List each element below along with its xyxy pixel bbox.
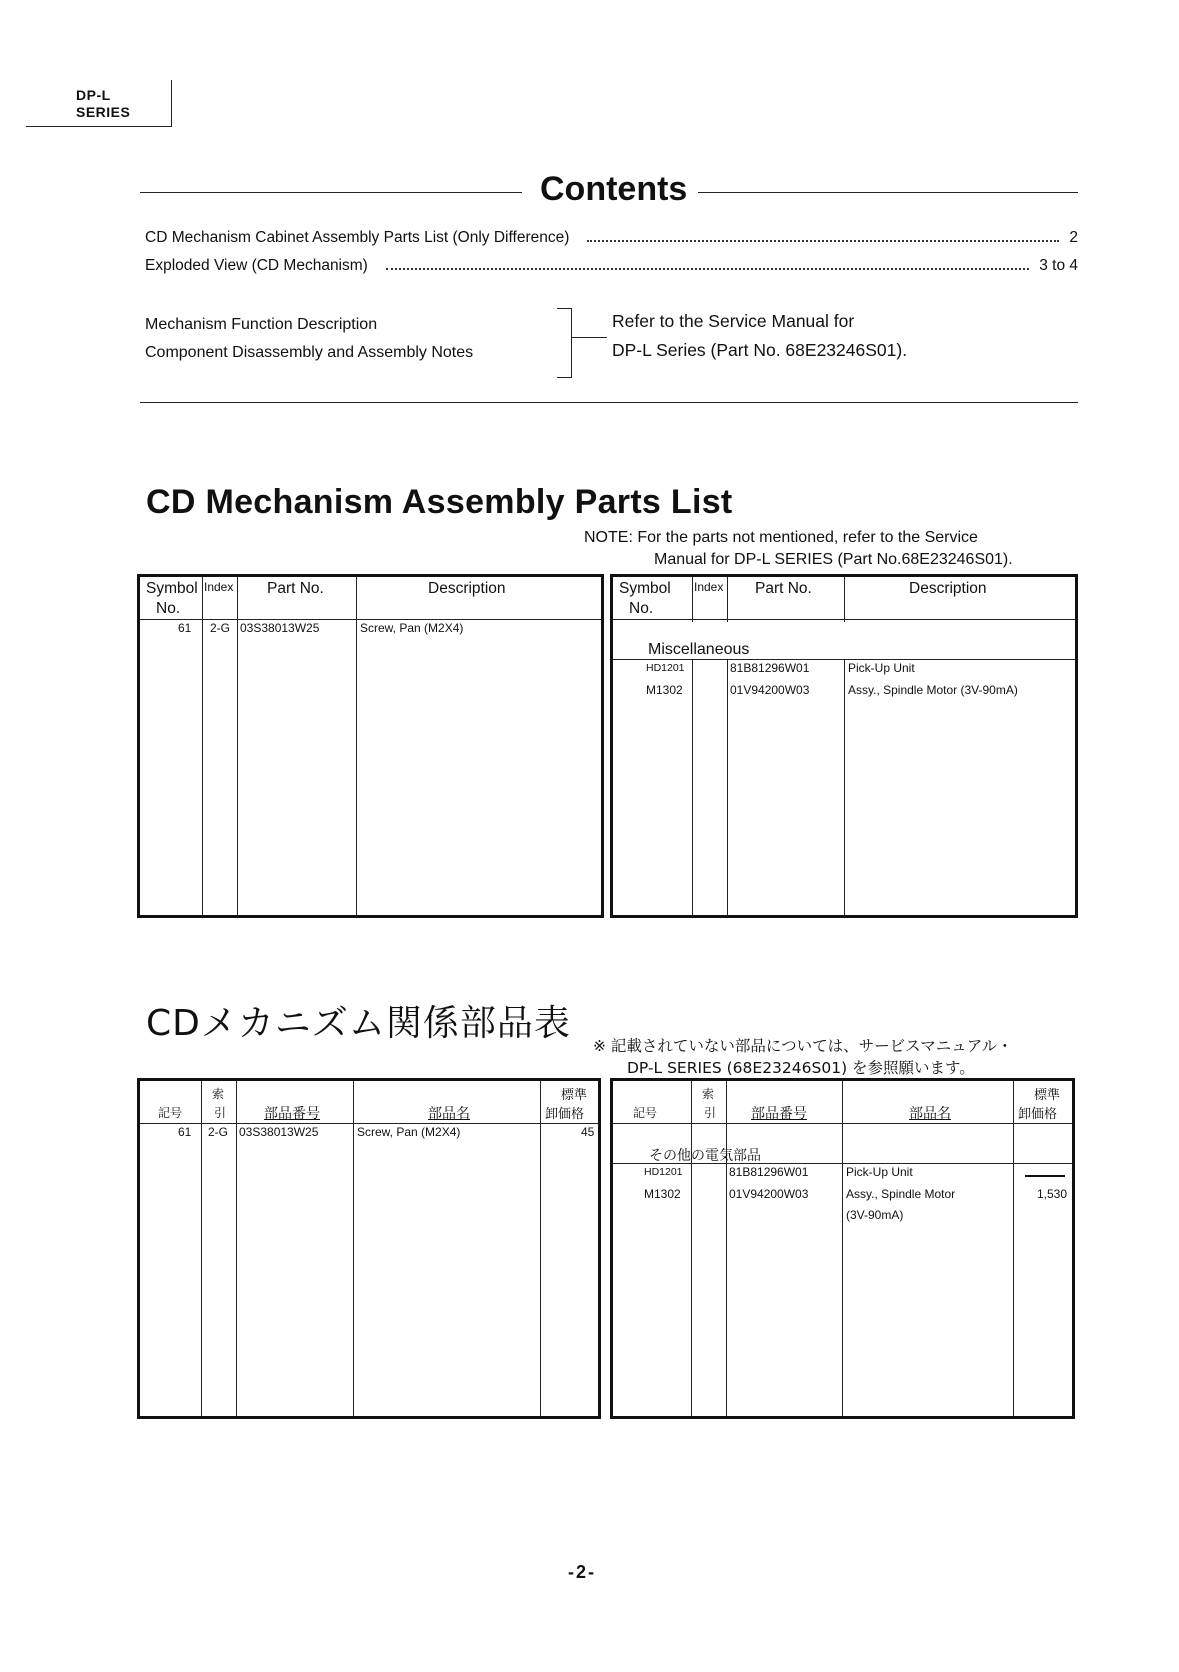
cell-price: 45 xyxy=(581,1125,595,1139)
header-symbol: 記号 xyxy=(633,1106,658,1120)
cell-symbol: M1302 xyxy=(644,1187,681,1201)
cell-part-no: 03S38013W25 xyxy=(239,1125,319,1139)
col-divider xyxy=(540,1081,541,1416)
cell-description: Screw, Pan (M2X4) xyxy=(360,621,464,635)
col-divider xyxy=(356,577,357,915)
contents-title: Contents xyxy=(540,170,688,208)
col-divider xyxy=(353,1081,354,1416)
col-divider xyxy=(1013,1081,1014,1416)
cell-description: Screw, Pan (M2X4) xyxy=(357,1125,461,1139)
jp-parts-list-title: CDメカニズム関係部品表 xyxy=(146,1003,571,1044)
header-description: 部品名 xyxy=(909,1106,951,1122)
header-part-no: 部品番号 xyxy=(751,1106,807,1122)
contents-bottom-rule xyxy=(140,402,1078,403)
cell-index: 2-G xyxy=(208,1125,229,1139)
col-divider xyxy=(201,1081,202,1416)
cell-part-no: 01V94200W03 xyxy=(730,683,810,697)
cell-symbol: HD1201 xyxy=(644,1166,683,1178)
header-index-top: 索 xyxy=(702,1087,715,1101)
refer-item: Component Disassembly and Assembly Notes xyxy=(145,344,474,361)
cell-symbol: 61 xyxy=(178,621,192,635)
cell-symbol: 61 xyxy=(178,1125,192,1139)
page-number: -2- xyxy=(568,1562,596,1582)
toc-leader-dots xyxy=(386,267,1029,270)
col-divider xyxy=(202,577,203,915)
parts-list-note xyxy=(584,527,1013,571)
toc-entry-page: 2 xyxy=(1069,229,1078,246)
cell-index: 2-G xyxy=(210,621,231,635)
cell-description: Pick-Up Unit xyxy=(848,661,915,675)
price-not-available-dash xyxy=(1025,1175,1065,1177)
series-tag-line2: SERIES xyxy=(76,104,131,120)
header-symbol-no: No. xyxy=(629,600,654,617)
cell-part-no: 81B81296W01 xyxy=(730,661,810,675)
header-index-bottom: 引 xyxy=(214,1106,227,1120)
contents-rule-right xyxy=(698,192,1078,193)
refer-text: DP-L Series (Part No. 68E23246S01). xyxy=(612,340,908,360)
toc-entry xyxy=(145,257,1078,279)
toc-entry-page: 3 to 4 xyxy=(1039,257,1078,274)
category-divider xyxy=(613,659,1075,660)
cell-description: Assy., Spindle Motor (3V-90mA) xyxy=(848,683,1018,697)
cell-symbol: M1302 xyxy=(646,683,683,697)
cell-part-no: 01V94200W03 xyxy=(729,1187,809,1201)
bracket-tick xyxy=(571,337,607,338)
contents-rule-left xyxy=(140,192,522,193)
cell-price: 1,530 xyxy=(1037,1187,1068,1201)
jp-parts-table-right xyxy=(610,1078,1075,1419)
cell-part-no: 81B81296W01 xyxy=(729,1165,809,1179)
header-symbol: 記号 xyxy=(158,1106,183,1120)
header-divider xyxy=(140,619,601,620)
header-description: Description xyxy=(428,580,506,597)
header-symbol: Symbol xyxy=(619,580,671,597)
en-parts-table-right xyxy=(610,574,1078,918)
toc-entry xyxy=(145,229,1078,251)
col-divider xyxy=(842,1081,843,1416)
header-price-bottom: 卸価格 xyxy=(545,1107,585,1122)
header-divider xyxy=(613,619,1075,620)
col-divider xyxy=(691,1081,692,1416)
note-line: DP-L SERIES (68E23246S01) を参照願います。 xyxy=(627,1059,975,1077)
header-description: 部品名 xyxy=(428,1106,470,1122)
col-divider xyxy=(237,577,238,915)
header-price-bottom: 卸価格 xyxy=(1018,1107,1058,1122)
refer-item: Mechanism Function Description xyxy=(145,316,378,333)
header-index-bottom: 引 xyxy=(704,1106,717,1120)
parts-list-title: CD Mechanism Assembly Parts List xyxy=(146,483,733,521)
category-label: その他の電気部品 xyxy=(649,1148,761,1164)
series-tag-line1: DP-L xyxy=(76,87,111,103)
col-divider xyxy=(726,1081,727,1416)
series-tag xyxy=(26,80,172,127)
header-part-no: 部品番号 xyxy=(264,1106,320,1122)
category-label: Miscellaneous xyxy=(648,641,750,658)
bracket xyxy=(557,308,572,378)
cell-symbol: HD1201 xyxy=(646,662,685,674)
cell-description: Pick-Up Unit xyxy=(846,1165,913,1179)
toc-entry-label: Exploded View (CD Mechanism) xyxy=(145,257,368,274)
header-symbol-no: No. xyxy=(156,600,181,617)
header-price-top: 標準 xyxy=(1034,1088,1061,1103)
header-index: Index xyxy=(204,580,234,594)
header-divider xyxy=(140,1123,598,1124)
cell-description: Assy., Spindle Motor xyxy=(846,1187,956,1201)
note-line: Manual for DP-L SERIES (Part No.68E23246S01). xyxy=(654,551,1013,568)
header-index-top: 索 xyxy=(212,1087,225,1101)
note-line: NOTE: For the parts not mentioned, refer to the Service xyxy=(584,529,978,546)
cell-description-cont: (3V-90mA) xyxy=(846,1208,904,1222)
toc-leader-dots xyxy=(587,239,1059,242)
header-index: Index xyxy=(694,580,724,594)
jp-parts-table-left xyxy=(137,1078,601,1419)
header-part-no: Part No. xyxy=(267,580,324,597)
header-symbol: Symbol xyxy=(146,580,198,597)
refer-text: Refer to the Service Manual for xyxy=(612,311,855,331)
header-divider xyxy=(613,1123,1072,1124)
en-parts-table-left xyxy=(137,574,604,918)
col-divider xyxy=(236,1081,237,1416)
note-line: ※ 記載されていない部品については、サービスマニュアル・ xyxy=(593,1037,1013,1055)
jp-parts-list-note xyxy=(593,1035,1013,1079)
header-part-no: Part No. xyxy=(755,580,812,597)
header-price-top: 標準 xyxy=(561,1088,588,1103)
cell-part-no: 03S38013W25 xyxy=(240,621,320,635)
toc-entry-label: CD Mechanism Cabinet Assembly Parts List (Only Difference) xyxy=(145,229,570,246)
header-description: Description xyxy=(909,580,987,597)
